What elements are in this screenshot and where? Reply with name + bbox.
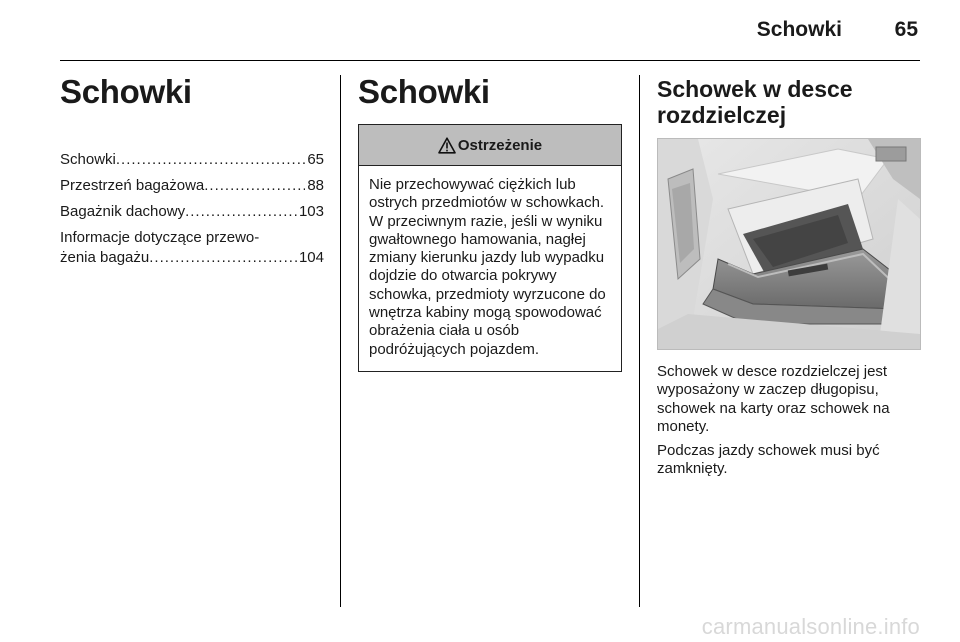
toc-leader-dots [149,248,297,268]
toc-entry[interactable] [60,150,324,170]
toc-leader-dots [185,202,297,222]
toc-entry-page: 88 [307,177,324,194]
warning-header [359,125,621,166]
warning-column [358,74,622,372]
toc-entry-label: Bagażnik dachowy [60,203,186,220]
header-title: Schowki [756,18,842,41]
warning-triangle-icon [438,137,456,154]
column-divider [639,75,640,607]
toc-entry[interactable] [60,202,324,222]
section-heading: Schowki [358,73,490,110]
warning-text: Nie przechowywać ciężkich lub ostrych przedmiotów w schowkach. W przeciwnym razie, jeśli w wyniku gwałtownego hamowania, nagłej zmiany kierunku jazdy lub wypadku dojdzie do otwarcia pokrywy schowka, przedmioty wyrzucone do wnętrza kabiny mogą spowodować obrażenia ciała u osób podróżujących pojazdem. [369,176,606,358]
toc-leader-dots [116,150,305,170]
paragraph: Schowek w desce rozdzielczej jest wyposażony w zaczep długopisu, schowek na karty oraz schowek na monety. [657,363,890,435]
page-number: 65 [894,18,918,41]
toc-entry[interactable] [60,228,324,268]
warning-box [358,124,622,372]
toc-entry-page: 104 [298,249,324,266]
toc-entry-page: 65 [307,151,324,168]
watermark: carmanualsonline.info [701,614,920,639]
table-of-contents [60,150,324,268]
section-heading: Schowek w desce rozdzielczej [657,76,853,128]
warning-title: Ostrzeżenie [457,136,543,154]
toc-entry-line2 [60,248,324,268]
toc-entry-label: żenia bagażu [60,249,150,266]
page-header [60,18,920,60]
header-rule [60,60,920,61]
toc-entry-label: Schowki [60,151,116,168]
toc-entry-label: Przestrzeń bagażowa [60,177,205,194]
paragraph: Podczas jazdy schowek musi być zamknięty. [657,442,880,478]
glovebox-drawing [658,139,920,349]
column-divider [340,75,341,607]
toc-entry-page: 103 [298,203,324,220]
section-heading: Schowki [60,73,192,110]
glovebox-column [657,76,921,479]
toc-column [60,74,324,268]
toc-leader-dots [204,176,305,196]
glovebox-illustration [657,138,921,350]
toc-entry-label-line1: Informacje dotyczące przewo- [60,229,260,246]
toc-entry[interactable] [60,176,324,196]
